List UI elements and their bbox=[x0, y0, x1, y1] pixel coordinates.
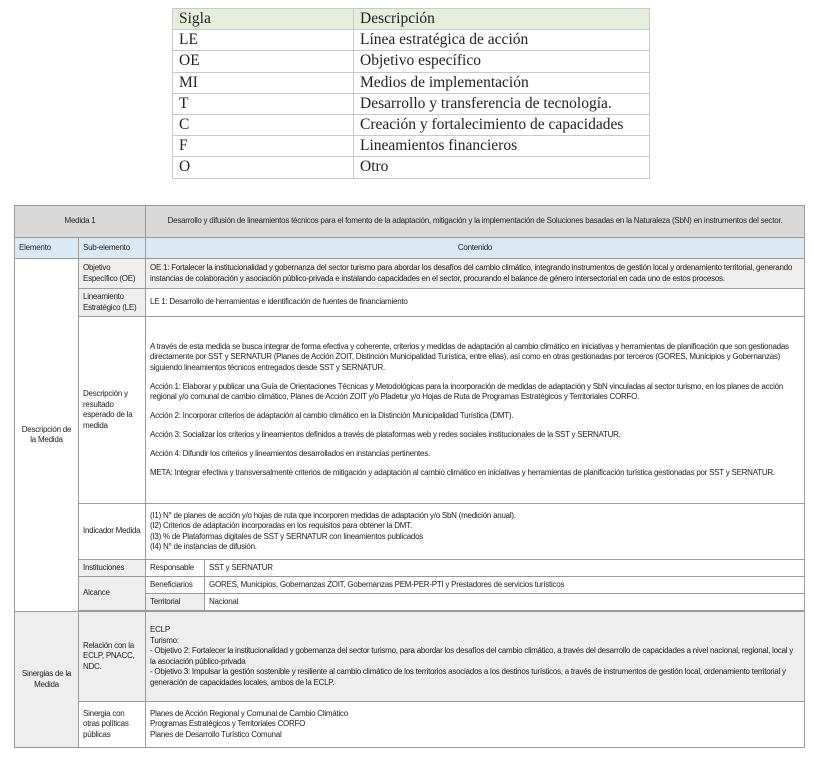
ecl-content bbox=[146, 612, 805, 702]
measure-table bbox=[14, 205, 805, 748]
policy-item: Programas Estratégicos y Territoriales CORFO bbox=[150, 719, 306, 729]
descripcion-cell: Otro bbox=[354, 157, 650, 178]
table-row bbox=[15, 577, 805, 594]
abbreviation-table-header bbox=[173, 9, 650, 30]
col-element: Elemento bbox=[15, 238, 79, 259]
descripcion-cell: Medios de implementación bbox=[354, 72, 650, 93]
other-policies-content bbox=[146, 702, 805, 748]
header-sigla: Sigla bbox=[173, 9, 354, 30]
sigla-cell: C bbox=[173, 114, 354, 135]
measure-title-row bbox=[15, 206, 805, 238]
description-paragraph: META: Integrar efectiva y transversalmente criterios de mitigación y adaptación al cambio climático en iniciativas y herramientas de planificación turística gestionadas por SST y SERNATUR. bbox=[150, 468, 775, 477]
indicator-item: (I3) % de Plataformas digitales de SST y SERNATUR con lineamientos publicados bbox=[150, 531, 424, 541]
table-row bbox=[15, 289, 805, 317]
territorial-value: Nacional bbox=[205, 594, 805, 611]
sigla-cell: O bbox=[173, 157, 354, 178]
table-row bbox=[173, 136, 650, 157]
description-paragraph: Acción 3: Socializar los criterios y lineamientos definidos a través de plataformas web y redes sociales institucionales de la SST y SERNATUR. bbox=[150, 430, 621, 439]
alcance-label: Alcance bbox=[79, 577, 146, 611]
table-row bbox=[15, 504, 805, 560]
indicator-item: (I1) N° de planes de acción y/o hojas de ruta que incorporen medidas de adaptación y/o SbN (medición anual). bbox=[150, 510, 516, 520]
policy-item: Planes de Acción Regional y Comunal de Cambio Climático bbox=[150, 708, 348, 718]
sigla-cell: LE bbox=[173, 30, 354, 51]
indicator-label: Indicador Medida bbox=[79, 504, 146, 560]
description-paragraph: A través de esta medida se busca integrar de forma efectiva y coherente, criterios y medidas de adaptación al cambio climático en iniciativas y herramientas de planificación que son gestionadas directamente por SST y SERNATUR (Planes de Acción ZOIT, Distinción Municipalidad Turística, entre ellas), así como en otras gestionadas por terceros (GORES, Municipios y Gobernanzas) siguiendo lineamientos técnicos entregados desde SST y SERNATUR. bbox=[150, 341, 789, 372]
responsable-label: Responsable bbox=[146, 560, 205, 577]
table-row bbox=[173, 93, 650, 114]
indicator-item: (I4) N° de instancias de difusión. bbox=[150, 542, 257, 551]
sigla-cell: OE bbox=[173, 51, 354, 72]
group-synergies: Sinergias de la Medida bbox=[15, 612, 79, 748]
sigla-cell: F bbox=[173, 136, 354, 157]
ecl-line: - Objetivo 2: Fortalecer la institucionalidad y gobernanza del sector turismo, para abordar los desafíos del cambio climático, a través del desarrollo de capacidades a nivel nacional, regional, local y la asociación público-privada bbox=[150, 646, 794, 666]
oe-text: OE 1: Fortalecer la institucionalidad y gobernanza del sector turismo para abordar los desafíos del cambio climático, integrando instrumentos de gestión local y ordenamiento territorial, generando instancias de colaboración y asociación público-privada e instalando capacidades en el sector, procurando el balance de género intersectorial en cada uno de estos procesos. bbox=[146, 259, 805, 289]
table-row bbox=[173, 157, 650, 178]
description-label: Descripción y resultado esperado de la medida bbox=[79, 317, 146, 504]
le-label: Lineamiento Estratégico (LE) bbox=[79, 289, 146, 317]
table-row bbox=[15, 259, 805, 289]
descripcion-cell: Línea estratégica de acción bbox=[354, 30, 650, 51]
territorial-label: Territorial bbox=[146, 594, 205, 611]
oe-label: Objetivo Específico (OE) bbox=[79, 259, 146, 289]
table-row bbox=[173, 114, 650, 135]
beneficiarios-value: GORES, Municipios, Gobernanzas ZOIT, Gobernanzas PEM-PER-PTI y Prestadores de servicios turísticos bbox=[205, 577, 805, 594]
table-row bbox=[15, 317, 805, 504]
abbreviation-table bbox=[172, 8, 650, 179]
table-row bbox=[173, 30, 650, 51]
policy-item: Planes de Desarrollo Turístico Comunal bbox=[150, 729, 282, 739]
descripcion-cell: Lineamientos financieros bbox=[354, 136, 650, 157]
ecl-line: ECLP bbox=[150, 625, 170, 634]
descripcion-cell: Creación y fortalecimiento de capacidades bbox=[354, 114, 650, 135]
measure-label: Medida 1 bbox=[15, 206, 146, 238]
ecl-label: Relación con la ECLP, PNACC, NDC. bbox=[79, 612, 146, 702]
description-content bbox=[146, 317, 805, 504]
institutions-label: Instituciones bbox=[79, 560, 146, 577]
table-row bbox=[15, 612, 805, 702]
descripcion-cell: Desarrollo y transferencia de tecnología. bbox=[354, 93, 650, 114]
description-paragraph: Acción 2: Incorporar criterios de adaptación al cambio climático en la Distinción Municipalidad Turística (DMT). bbox=[150, 411, 514, 420]
measure-title: Desarrollo y difusión de lineamientos técnicos para el fomento de la adaptación, mitigación y la implementación de Soluciones basadas en la Naturaleza (SbN) en instrumentos del sector. bbox=[146, 206, 805, 238]
sigla-cell: T bbox=[173, 93, 354, 114]
other-policies-label: Sinergia con otras políticas públicas bbox=[79, 702, 146, 748]
descripcion-cell: Objetivo específico bbox=[354, 51, 650, 72]
responsable-value: SST y SERNATUR bbox=[205, 560, 805, 577]
table-row bbox=[173, 72, 650, 93]
header-descripcion: Descripción bbox=[354, 9, 650, 30]
indicator-content bbox=[146, 504, 805, 560]
ecl-line: Turismo: bbox=[150, 635, 179, 645]
description-paragraph: Acción 4: Difundir los criterios y lineamientos desarrollados en instancias pertinentes. bbox=[150, 449, 430, 458]
table-row bbox=[15, 560, 805, 577]
col-subelement: Sub-elemento bbox=[79, 238, 146, 259]
le-text: LE 1: Desarrollo de herramientas e identificación de fuentes de financiamiento bbox=[146, 289, 805, 317]
table-row bbox=[15, 702, 805, 748]
beneficiarios-label: Beneficiarios bbox=[146, 577, 205, 594]
ecl-line: - Objetivo 3: Impulsar la gestión sostenible y resiliente al cambio climático de los territorios asociados a los destinos turísticos, a través de instrumentos de gestión local, ordenamiento territorial y generación de capacidades locales, ambos de la ECLP. bbox=[150, 667, 786, 687]
table-row bbox=[173, 51, 650, 72]
indicator-item: (I2) Criterios de adaptación incorporadas en los requisitos para obtener la DMT. bbox=[150, 521, 412, 530]
col-content: Contenido bbox=[146, 238, 805, 259]
description-paragraph: Acción 1: Elaborar y publicar una Guía de Orientaciones Técnicas y Metodológicas para la incorporación de medidas de adaptación y SbN vinculadas al sector turismo, en los planes de acción regional y/o comunal de cambio climático, Planes de Acción ZOIT y/o Pladetur y/o Hojas de Ruta de Programas Estratégicos y Territoriales CORFO. bbox=[150, 381, 784, 401]
column-header-row bbox=[15, 238, 805, 259]
sigla-cell: MI bbox=[173, 72, 354, 93]
group-description: Descripción de la Medida bbox=[15, 259, 79, 612]
